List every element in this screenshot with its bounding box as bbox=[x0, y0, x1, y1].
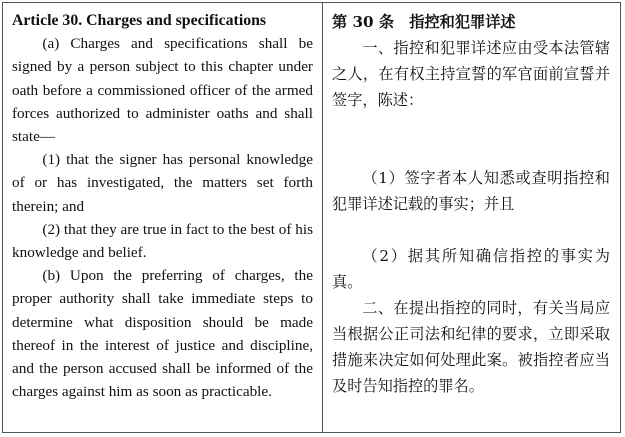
paragraph-a-english: (a) Charges and specifications shall be signed by a person subject to this chapter under oath before a commissioned officer of the armed forces authorized to administer oaths and shall state— bbox=[12, 35, 313, 146]
bilingual-table bbox=[2, 2, 621, 433]
english-column bbox=[3, 3, 323, 432]
paragraph-2-chinese: 二、在提出指控的同时，有关当局应当根据公正司法和纪律的要求，立即采取措施来决定如何处理此案。被指控者应当及时告知指控的罪名。 bbox=[332, 299, 610, 395]
paragraph-1-chinese: 一、指控和犯罪详述应由受本法管辖之人，在有权主持宣誓的军官面前宣誓并签字，陈述： bbox=[332, 39, 610, 109]
paragraph-1-2-chinese: （2）据其所知确信指控的事实为真。 bbox=[332, 247, 610, 291]
paragraph-a2-english: (2) that they are true in fact to the best of his knowledge and belief. bbox=[12, 220, 313, 262]
chinese-column bbox=[323, 3, 620, 432]
article-title-chinese: 第 30 条 指控和犯罪详述 bbox=[332, 13, 516, 31]
paragraph-a1-english: (1) that the signer has personal knowledge of or has investigated, the matters set forth therein; and bbox=[12, 151, 313, 215]
article-title-english: Article 30. Charges and specifications bbox=[12, 12, 267, 29]
paragraph-1-1-chinese: （1）签字者本人知悉或查明指控和犯罪详述记载的事实；并且 bbox=[332, 169, 610, 213]
paragraph-b-english: (b) Upon the preferring of charges, the proper authority shall take immediate steps to determine what disposition should be made thereof in the interest of justice and discipline, and the person accused shall be informed of the charges against him as soon as practicable. bbox=[12, 267, 313, 401]
